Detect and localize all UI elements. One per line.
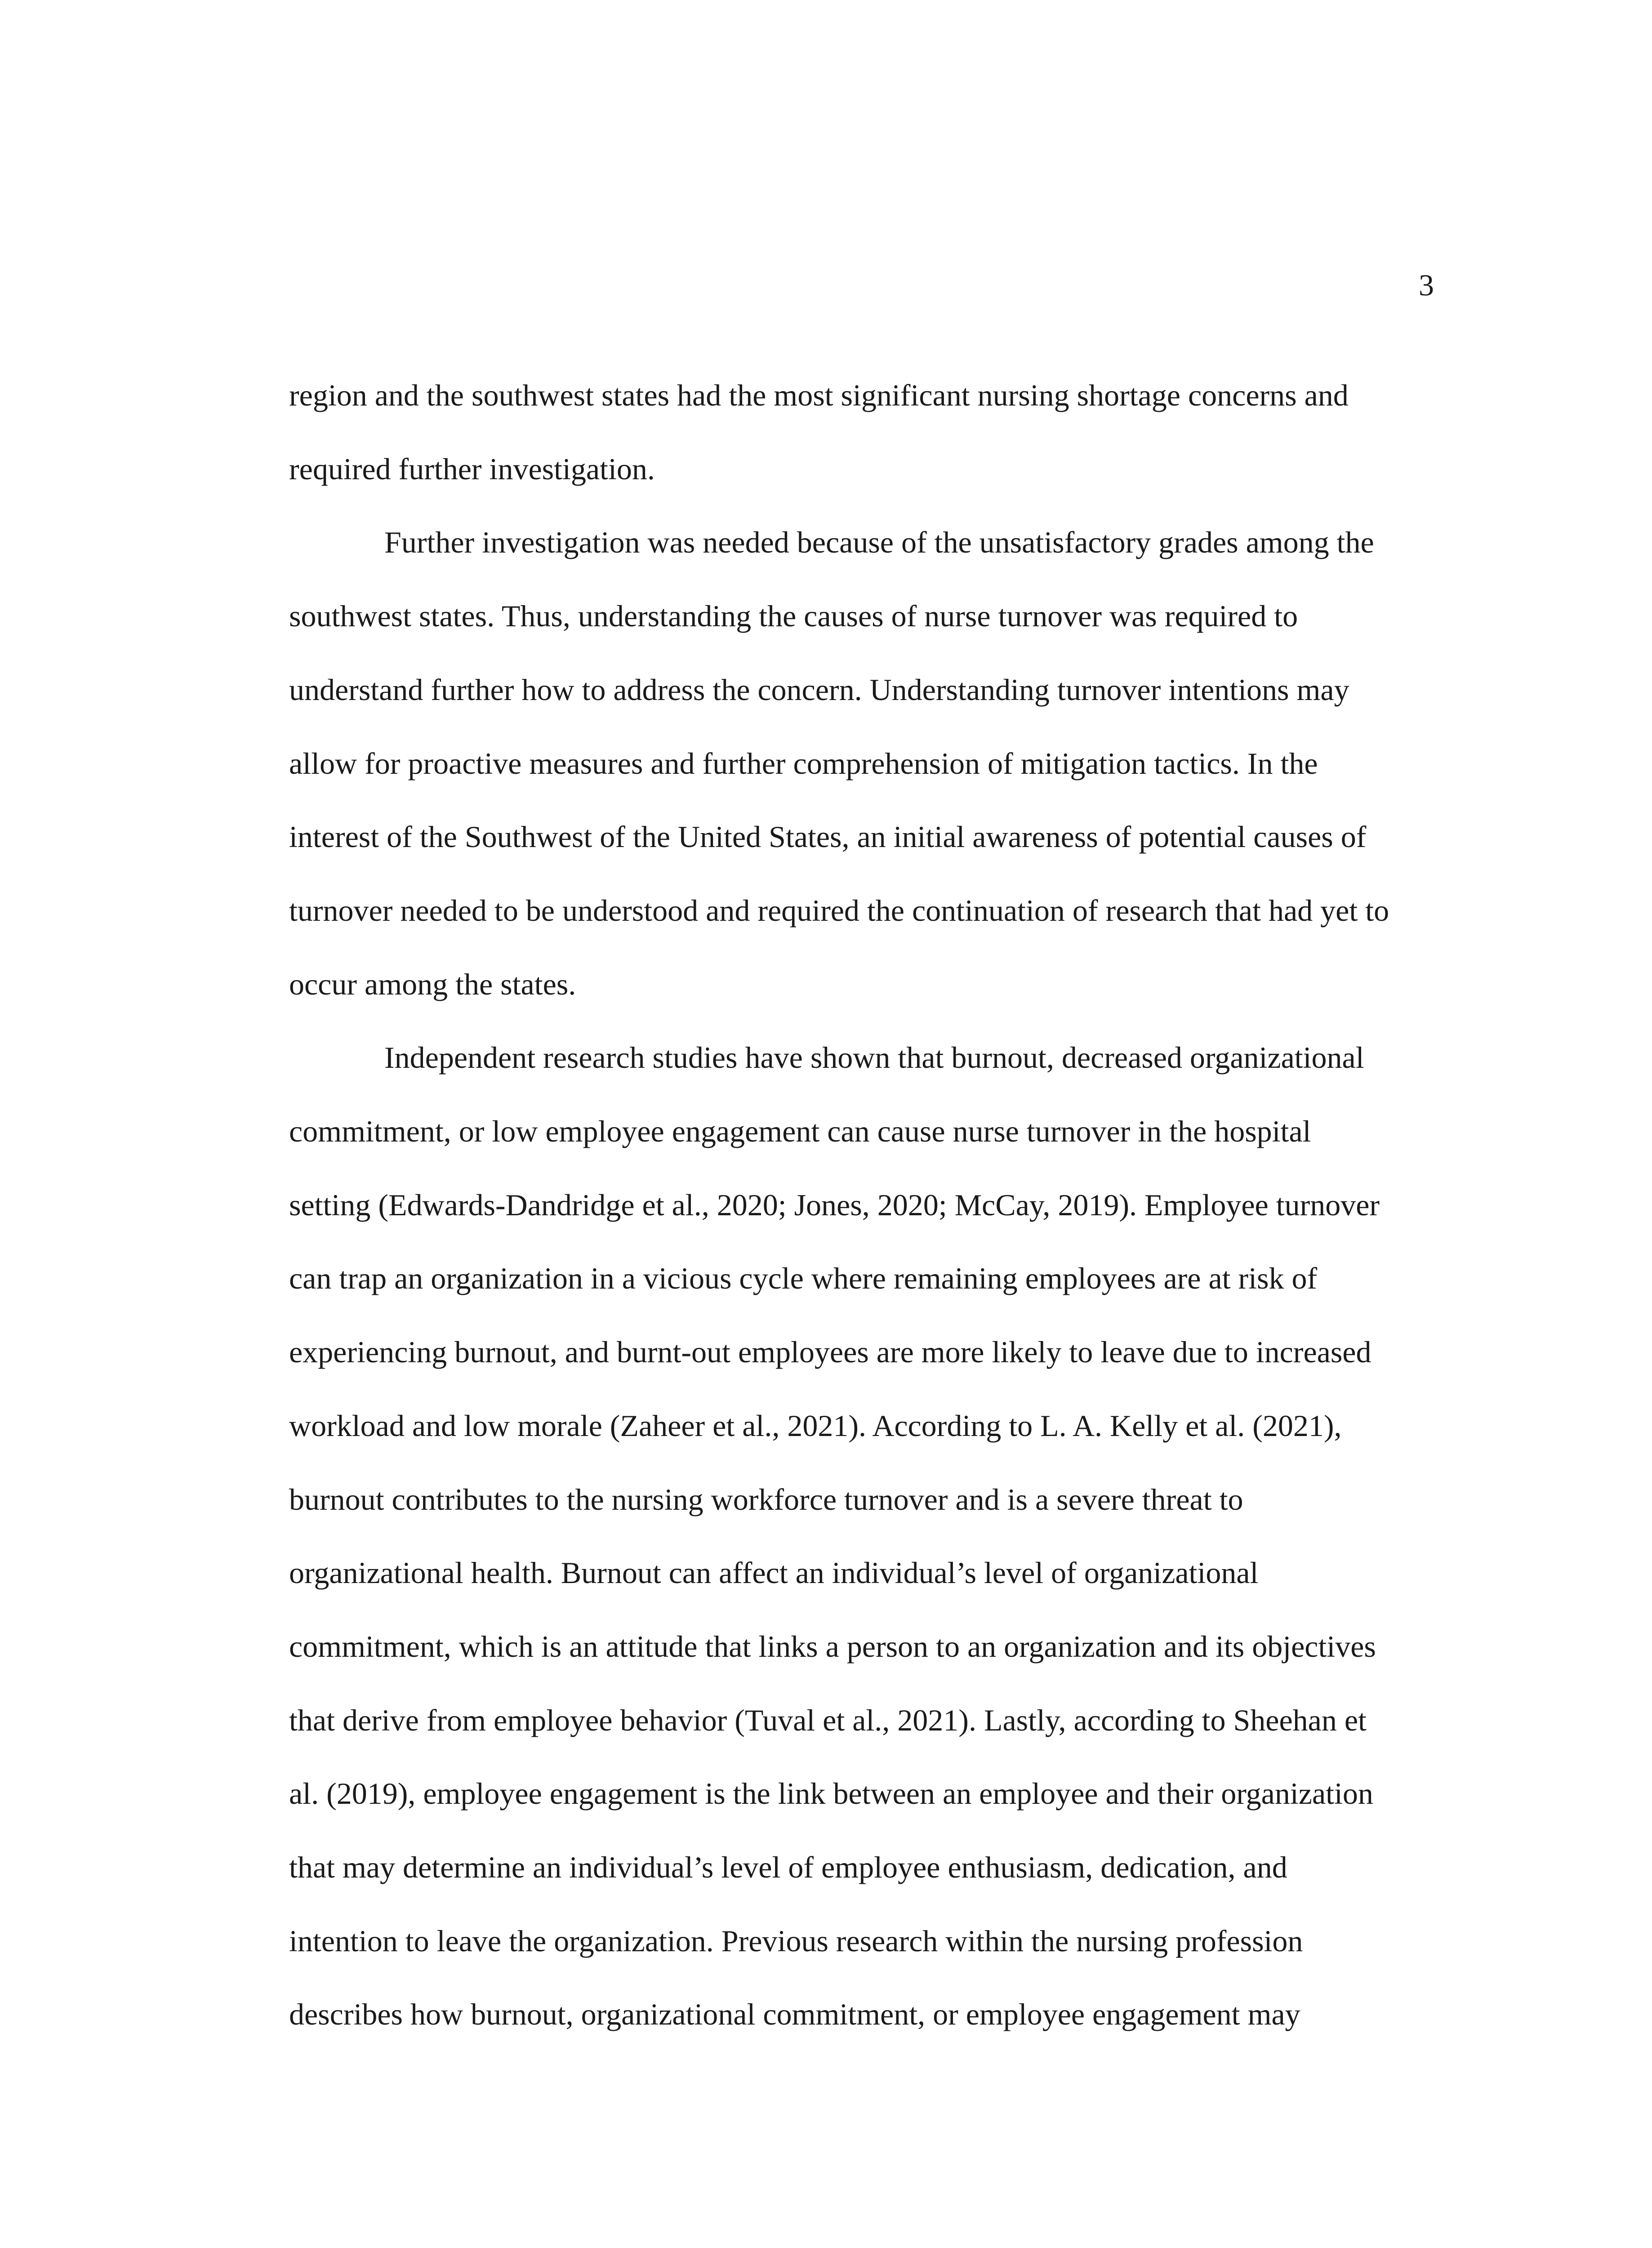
text-line: southwest states. Thus, understanding the causes of nurse turnover was required to [289, 599, 1298, 633]
text-line: Independent research studies have shown that burnout, decreased organizational [384, 1040, 1364, 1075]
text-line: understand further how to address the concern. Understanding turnover intentions may [289, 672, 1349, 707]
text-line: workload and low morale (Zaheer et al., 2021). According to L. A. Kelly et al. (2021), [289, 1408, 1342, 1443]
text-line: that may determine an individual’s level of employee enthusiasm, dedication, and [289, 1850, 1287, 1885]
text-line: organizational health. Burnout can affect an individual’s level of organizational [289, 1556, 1259, 1590]
text-line: setting (Edwards-Dandridge et al., 2020; Jones, 2020; McCay, 2019). Employee turnover [289, 1187, 1380, 1222]
text-line: describes how burnout, organizational commitment, or employee engagement may [289, 1997, 1300, 2032]
body-text [289, 359, 1444, 2052]
text-line: commitment, which is an attitude that links a person to an organization and its objectives [289, 1629, 1376, 1664]
text-line: al. (2019), employee engagement is the link between an employee and their organization [289, 1776, 1373, 1811]
text-line: that derive from employee behavior (Tuval et al., 2021). Lastly, according to Sheehan et [289, 1703, 1367, 1737]
text-line: can trap an organization in a vicious cycle where remaining employees are at risk of [289, 1261, 1318, 1296]
text-line: required further investigation. [289, 451, 655, 486]
text-line: occur among the states. [289, 967, 576, 1001]
text-line: Further investigation was needed because of the unsatisfactory grades among the [384, 525, 1374, 560]
text-line: interest of the Southwest of the United States, an initial awareness of potential causes of [289, 820, 1367, 854]
text-line: burnout contributes to the nursing workforce turnover and is a severe threat to [289, 1482, 1243, 1517]
text-line: experiencing burnout, and burnt-out employees are more likely to leave due to increased [289, 1335, 1371, 1369]
text-line: region and the southwest states had the most significant nursing shortage concerns and [289, 378, 1349, 412]
text-line: intention to leave the organization. Previous research within the nursing profession [289, 1923, 1303, 1958]
text-line: commitment, or low employee engagement can cause nurse turnover in the hospital [289, 1114, 1311, 1149]
text-line: allow for proactive measures and further comprehension of mitigation tactics. In the [289, 746, 1318, 781]
text-line: turnover needed to be understood and required the continuation of research that had yet to [289, 893, 1389, 928]
page-number: 3 [1419, 268, 1434, 302]
